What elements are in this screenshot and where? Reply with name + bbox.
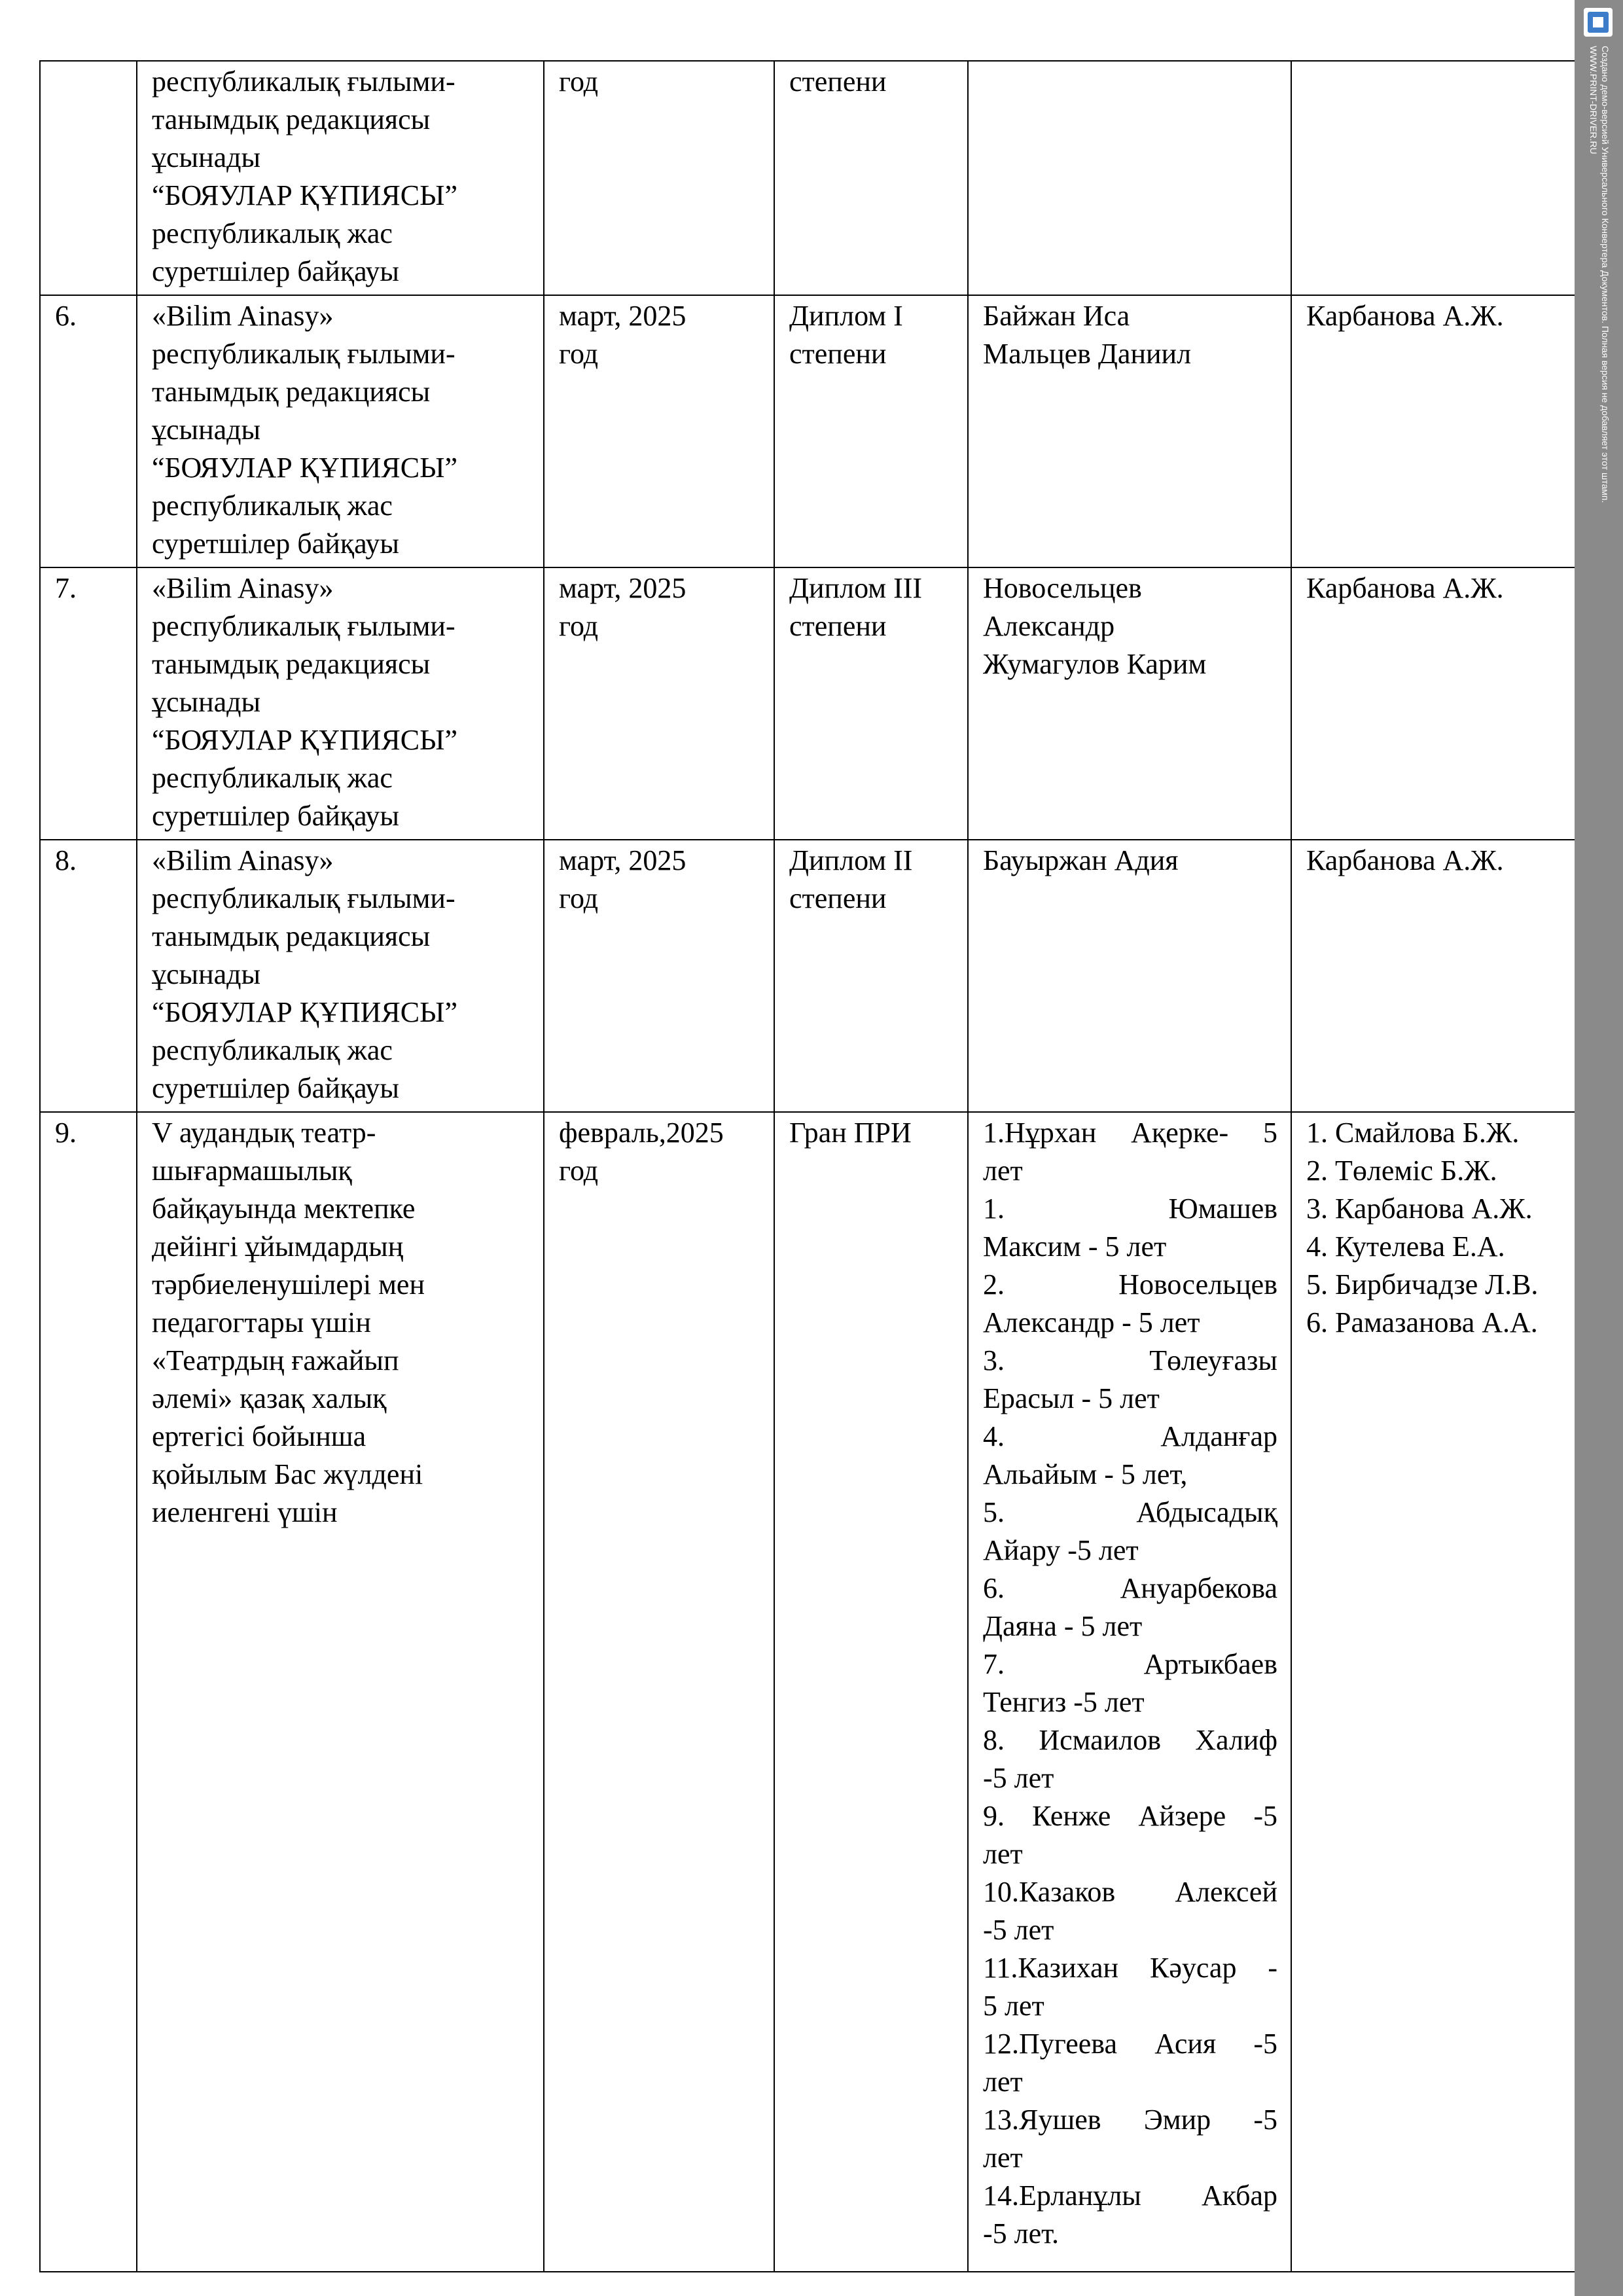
event-name-line: ұсынады — [152, 414, 261, 446]
award-cell — [774, 1112, 968, 2272]
converter-watermark-text — [1588, 46, 1611, 503]
teachers-cell — [1291, 1112, 1575, 2272]
event-date-line: год — [559, 1155, 599, 1187]
participants-line: 12.Пугеева Асия -5 — [983, 2028, 1277, 2060]
table-row — [40, 295, 1575, 567]
participants-line: Айару -5 лет — [983, 1534, 1139, 1566]
event-date-line: год — [559, 882, 599, 914]
participants-line: Даяна - 5 лет — [983, 1610, 1143, 1642]
event-name-line: республикалық ғылыми- — [152, 882, 455, 914]
award-cell — [774, 295, 968, 567]
award-cell — [774, 840, 968, 1112]
participants-line: 10.Казаков Алексей — [983, 1876, 1277, 1908]
participants-lines — [983, 297, 1277, 373]
event-name-line: танымдық редакциясы — [152, 648, 431, 680]
event-name-line: «Bilim Ainasy» — [152, 300, 334, 332]
award-lines — [789, 1114, 954, 1152]
event-name-line: республикалық ғылыми- — [152, 65, 455, 98]
teachers-line: 6. Рамазанова А.А. — [1306, 1306, 1538, 1338]
event-date-line: год — [559, 338, 599, 370]
event-name-cell — [137, 295, 544, 567]
teachers-line: Карбанова А.Ж. — [1306, 844, 1504, 876]
teachers-cell — [1291, 61, 1575, 295]
award-line: степени — [789, 65, 887, 98]
participants-line: 4. Алданғар — [983, 1420, 1277, 1452]
event-name-line: «Bilim Ainasy» — [152, 844, 334, 876]
teachers-lines — [1306, 1114, 1561, 1342]
event-name-line: танымдық редакциясы — [152, 103, 431, 135]
participants-line: -5 лет — [983, 1914, 1054, 1946]
participants-line: лет — [983, 1838, 1023, 1870]
event-name-line: “БОЯУЛАР ҚҰПИЯСЫ” — [152, 179, 458, 211]
event-date-line: март, 2025 — [559, 572, 687, 604]
participants-line: Александр - 5 лет — [983, 1306, 1200, 1338]
event-name-line: V аудандық театр- — [152, 1117, 376, 1149]
participants-line: 1. Юмашев — [983, 1193, 1277, 1225]
event-date-cell — [544, 1112, 774, 2272]
participants-line: Бауыржан Адия — [983, 844, 1179, 876]
event-date-line: февраль,2025 — [559, 1117, 724, 1149]
row-number-cell — [40, 567, 137, 840]
participants-cell — [968, 840, 1291, 1112]
event-name-line: республикалық жас — [152, 762, 393, 794]
awards-table — [39, 60, 1576, 2272]
event-name-line: шығармашылық — [152, 1155, 352, 1187]
award-line: Гран ПРИ — [789, 1117, 912, 1149]
award-lines — [789, 569, 954, 645]
teachers-cell — [1291, 840, 1575, 1112]
event-name-line: әлемі» қазақ халық — [152, 1382, 387, 1414]
participants-lines — [983, 1114, 1277, 2253]
participants-line: 14.Ерланұлы Акбар — [983, 2179, 1277, 2212]
event-name-line: суретшілер байқауы — [152, 800, 399, 832]
participants-lines — [983, 842, 1277, 880]
participants-line: Мальцев Даниил — [983, 338, 1192, 370]
participants-line: 2. Новосельцев — [983, 1268, 1277, 1300]
event-name-line: «Bilim Ainasy» — [152, 572, 334, 604]
award-line: степени — [789, 610, 887, 642]
participants-line: Тенгиз -5 лет — [983, 1686, 1145, 1718]
event-name-line: «Театрдың ғажайып — [152, 1344, 399, 1376]
participants-line: 6. Ануарбекова — [983, 1572, 1277, 1604]
row-number-cell — [40, 1112, 137, 2272]
participants-line: лет — [983, 2142, 1023, 2174]
event-name-line: ұсынады — [152, 686, 261, 718]
event-name-lines — [152, 569, 530, 835]
table-row — [40, 1112, 1575, 2272]
event-name-line: “БОЯУЛАР ҚҰПИЯСЫ” — [152, 996, 458, 1028]
participants-line: 9. Кенже Айзере -5 — [983, 1800, 1277, 1832]
row-number: 8. — [55, 844, 77, 876]
watermark-line-1: Создано демо-версией Универсального Конвертера Документов. Полная версия не добавляет этот штамп. — [1600, 46, 1611, 503]
participants-line: лет — [983, 1155, 1023, 1187]
event-name-line: ұсынады — [152, 958, 261, 990]
event-name-line: қойылым Бас жүлдені — [152, 1458, 423, 1490]
event-name-line: республикалық ғылыми- — [152, 338, 455, 370]
event-name-line: суретшілер байқауы — [152, 1072, 399, 1104]
event-name-line: танымдық редакциясы — [152, 376, 431, 408]
participants-line: 7. Артыкбаев — [983, 1648, 1277, 1680]
participants-cell — [968, 61, 1291, 295]
teachers-line: 2. Төлеміс Б.Ж. — [1306, 1155, 1497, 1187]
event-name-line: суретшілер байқауы — [152, 255, 399, 287]
row-number-cell — [40, 61, 137, 295]
award-line: Диплом I — [789, 300, 903, 332]
award-cell — [774, 61, 968, 295]
event-name-lines — [152, 842, 530, 1107]
event-name-line: “БОЯУЛАР ҚҰПИЯСЫ” — [152, 724, 458, 756]
document-converter-logo-icon — [1584, 8, 1613, 37]
participants-line: -5 лет — [983, 1762, 1054, 1794]
event-date-cell — [544, 61, 774, 295]
participants-lines — [983, 569, 1277, 683]
participants-line: Максим - 5 лет — [983, 1230, 1167, 1263]
award-cell — [774, 567, 968, 840]
row-number-cell — [40, 295, 137, 567]
participants-cell — [968, 1112, 1291, 2272]
row-number: 6. — [55, 300, 77, 332]
award-line: Диплом II — [789, 844, 913, 876]
event-date-lines — [559, 569, 760, 645]
participants-line: 3. Төлеуғазы — [983, 1344, 1277, 1376]
event-date-cell — [544, 840, 774, 1112]
event-date-cell — [544, 567, 774, 840]
event-date-lines — [559, 1114, 760, 1190]
event-date-cell — [544, 295, 774, 567]
teachers-lines — [1306, 569, 1561, 607]
participants-line: 5 лет — [983, 1990, 1044, 2022]
participants-line: Ерасыл - 5 лет — [983, 1382, 1160, 1414]
teachers-line: 1. Смайлова Б.Ж. — [1306, 1117, 1520, 1149]
award-line: степени — [789, 338, 887, 370]
participants-line: -5 лет. — [983, 2217, 1060, 2250]
award-line: степени — [789, 882, 887, 914]
event-name-line: республикалық жас — [152, 1034, 393, 1066]
participants-line: Байжан Иса — [983, 300, 1130, 332]
participants-cell — [968, 567, 1291, 840]
teachers-line: Карбанова А.Ж. — [1306, 572, 1504, 604]
event-date-line: год — [559, 65, 599, 98]
event-date-line: год — [559, 610, 599, 642]
teachers-lines — [1306, 297, 1561, 335]
event-date-lines — [559, 63, 760, 101]
event-name-line: республикалық жас — [152, 490, 393, 522]
row-number-cell — [40, 840, 137, 1112]
event-name-cell — [137, 567, 544, 840]
watermark-line-2: WWW.PRINT-DRIVER.RU — [1588, 46, 1599, 154]
participants-line: 1.Нұрхан Ақерке- 5 — [983, 1117, 1277, 1149]
event-date-line: март, 2025 — [559, 300, 687, 332]
event-name-line: ұсынады — [152, 141, 261, 173]
teachers-cell — [1291, 567, 1575, 840]
event-date-lines — [559, 842, 760, 918]
teachers-lines — [1306, 842, 1561, 880]
event-name-line: республикалық ғылыми- — [152, 610, 455, 642]
event-name-line: дейінгі ұйымдардың — [152, 1230, 404, 1263]
event-name-line: “БОЯУЛАР ҚҰПИЯСЫ” — [152, 452, 458, 484]
participants-cell — [968, 295, 1291, 567]
event-name-cell — [137, 1112, 544, 2272]
event-name-cell — [137, 840, 544, 1112]
teachers-line: 4. Кутелева Е.А. — [1306, 1230, 1505, 1263]
participants-line: лет — [983, 2066, 1023, 2098]
table-row — [40, 840, 1575, 1112]
participants-line: 8. Исмаилов Халиф — [983, 1724, 1277, 1756]
participants-line: Альайым - 5 лет, — [983, 1458, 1188, 1490]
event-name-lines — [152, 297, 530, 563]
event-name-line: тәрбиеленушілері мен — [152, 1268, 425, 1300]
event-name-line: суретшілер байқауы — [152, 528, 399, 560]
participants-line: Новосельцев — [983, 572, 1142, 604]
event-name-line: республикалық жас — [152, 217, 393, 249]
award-lines — [789, 63, 954, 101]
awards-table-body — [40, 61, 1575, 2272]
participants-line: 11.Казихан Кәусар - — [983, 1952, 1277, 1984]
event-name-lines — [152, 1114, 530, 1532]
event-date-lines — [559, 297, 760, 373]
award-lines — [789, 842, 954, 918]
participants-line: Александр — [983, 610, 1115, 642]
participants-line: 13.Яушев Эмир -5 — [983, 2104, 1277, 2136]
teachers-line: 5. Бирбичадзе Л.В. — [1306, 1268, 1539, 1300]
table-row — [40, 61, 1575, 295]
award-line: Диплом III — [789, 572, 923, 604]
event-name-line: иеленгені үшін — [152, 1496, 338, 1528]
event-name-lines — [152, 63, 530, 291]
table-row — [40, 567, 1575, 840]
row-number: 9. — [55, 1117, 77, 1149]
event-name-line: педагогтары үшін — [152, 1306, 371, 1338]
participants-line: Жумагулов Карим — [983, 648, 1207, 680]
event-name-line: танымдық редакциясы — [152, 920, 431, 952]
event-name-line: ертегісі бойынша — [152, 1420, 366, 1452]
row-number: 7. — [55, 572, 77, 604]
event-name-cell — [137, 61, 544, 295]
teachers-line: Карбанова А.Ж. — [1306, 300, 1504, 332]
award-lines — [789, 297, 954, 373]
teachers-line: 3. Карбанова А.Ж. — [1306, 1193, 1533, 1225]
participants-line: 5. Абдысадық — [983, 1496, 1277, 1528]
event-date-line: март, 2025 — [559, 844, 687, 876]
teachers-cell — [1291, 295, 1575, 567]
event-name-line: байқауында мектепке — [152, 1193, 416, 1225]
